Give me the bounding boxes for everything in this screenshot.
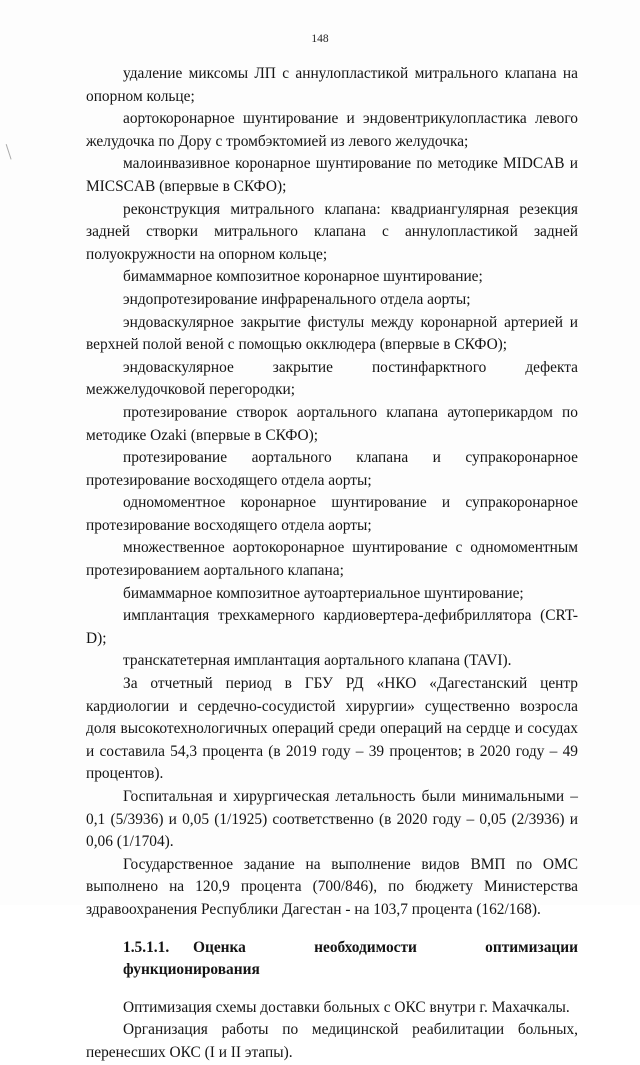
- paragraph: Государственное задание на выполнение видов ВМП по ОМС выполнено на 120,9 процента (700/846), по бюджету Министерства здравоохранения Республики Дагестан - на 103,7 процента (162/168).: [86, 855, 578, 918]
- paragraph: бимаммарное композитное коронарное шунтирование;: [123, 268, 483, 286]
- paragraph: бимаммарное композитное аутоартериальное шунтирование;: [123, 584, 524, 602]
- paragraph: одномоментное коронарное шунтирование и супракоронарное протезирование восходящего отдела аорты;: [86, 494, 578, 534]
- paragraph: множественное аортокоронарное шунтирование с одномоментным протезированием аортального клапана;: [86, 539, 578, 580]
- page-number: 148: [311, 33, 329, 45]
- paragraph: протезирование аортального клапана и супракоронарное протезирование восходящего отдела аорты;: [86, 449, 578, 489]
- paragraph: аортокоронарное шунтирование и эндовентрикулопластика левого желудочка по Дору с тромбэктомией из левого желудочка;: [86, 110, 578, 150]
- paragraph: транскатетерная имплантация аортального клапана (TAVI).: [123, 652, 512, 670]
- section-number: 1.5.1.1.: [123, 938, 170, 956]
- section-heading: [123, 937, 578, 982]
- paragraph: имплантация трехкамерного кардиовертера-дефибриллятора (CRT-D);: [86, 607, 578, 647]
- section-title: Оценка необходимости оптимизации функционирования: [123, 938, 578, 979]
- paragraph: Оптимизация схемы доставки больных с ОКС внутри г. Махачкалы.: [123, 998, 570, 1016]
- paragraph: малоинвазивное коронарное шунтирование по методике MIDCAB и MICSCAB (впервые в СКФО);: [86, 155, 578, 195]
- paragraph: эндоваскулярное закрытие постинфарктного дефекта межжелудочковой перегородки;: [86, 358, 578, 399]
- paragraph: эндопротезирование инфраренального отдела аорты;: [123, 290, 471, 308]
- paragraph: удаление миксомы ЛП с аннулопластикой митрального клапана на опорном кольце;: [86, 65, 578, 105]
- paragraph: протезирование створок аортального клапана аутоперикардом по методике Ozaki (впервые в СКФО);: [86, 403, 578, 444]
- paragraph: Госпитальная и хирургическая летальность были минимальными – 0,1 (5/3936) и 0,05 (1/1925) соответственно (в 2020 году – 0,05 (2/3936) и 0,06 (1/1704).: [86, 788, 578, 851]
- paragraph: эндоваскулярное закрытие фистулы между коронарной артерией и верхней полой веной с помощью окклюдера (впервые в СКФО);: [86, 313, 578, 354]
- scan-mark: [6, 142, 17, 159]
- paragraph: За отчетный период в ГБУ РД «НКО «Дагестанский центр кардиологии и сердечно-сосудистой хирургии» существенно возросла доля высокотехнологичных операций среди операций на сердце и сосудах и составила 54,3 процента (в 2019 году – 39 процентов; в 2020 году – 49 процентов).: [86, 675, 578, 783]
- document-body: [86, 63, 578, 1065]
- paragraph: реконструкция митрального клапана: квадриангулярная резекция задней створки митрального клапана с аннулопластикой задней полуокружности на опорном кольце;: [86, 200, 578, 263]
- paragraph: Организация работы по медицинской реабилитации больных, перенесших ОКС (I и II этапы).: [86, 1021, 578, 1061]
